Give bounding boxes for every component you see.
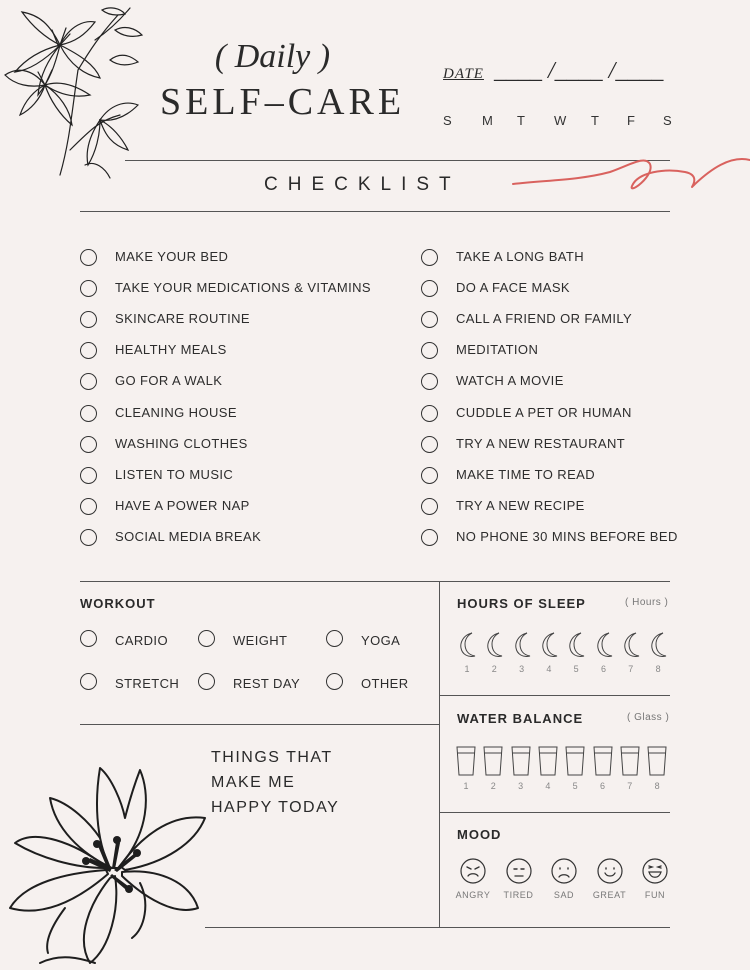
workout-checkbox-weight[interactable]: [198, 630, 215, 647]
divider: [439, 581, 440, 928]
checklist-checkbox-left-4[interactable]: [80, 342, 97, 359]
workout-checkbox-rest-day[interactable]: [198, 673, 215, 690]
checklist-checkbox-right-10[interactable]: [421, 529, 438, 546]
day-friday[interactable]: F: [627, 113, 635, 128]
checklist-label-right-3: CALL A FRIEND OR FAMILY: [456, 311, 633, 327]
sleep-unit: ( Hours ): [625, 597, 669, 608]
sleep-hour-number: 4: [546, 664, 552, 674]
moon-icon[interactable]: [484, 631, 506, 659]
glass-icon[interactable]: [620, 746, 640, 776]
workout-label-other: OTHER: [361, 676, 409, 691]
lily-flowers-illustration: [0, 0, 150, 185]
checklist-label-left-7: WASHING CLOTHES: [115, 435, 248, 451]
water-glass-number: 7: [627, 781, 633, 791]
divider: [440, 695, 670, 696]
happy-line-3: HAPPY TODAY: [211, 799, 340, 816]
checklist-label-left-4: HEALTHY MEALS: [115, 342, 227, 358]
moon-icon[interactable]: [648, 631, 670, 659]
water-title: WATER BALANCE: [457, 711, 584, 726]
divider: [440, 812, 670, 813]
checklist-checkbox-left-1[interactable]: [80, 249, 97, 266]
divider: [80, 724, 439, 725]
sleep-title: HOURS OF SLEEP: [457, 596, 586, 611]
divider: [80, 211, 670, 212]
checklist-label-right-10: NO PHONE 30 MINS BEFORE BED: [456, 528, 678, 544]
workout-checkbox-other[interactable]: [326, 673, 343, 690]
workout-checkbox-yoga[interactable]: [326, 630, 343, 647]
checklist-checkbox-left-3[interactable]: [80, 311, 97, 328]
mood-label: FUN: [644, 890, 666, 900]
water-glass-number: 5: [572, 781, 578, 791]
checklist-title: CHECKLIST: [264, 174, 461, 195]
sleep-hour-number: 3: [519, 664, 525, 674]
workout-label-weight: WEIGHT: [233, 633, 288, 648]
mood-label: TIRED: [503, 890, 534, 900]
date-label: DATE: [443, 66, 484, 82]
checklist-label-left-1: MAKE YOUR BED: [115, 249, 229, 264]
red-squiggle-decoration: [510, 150, 750, 200]
checklist-checkbox-right-8[interactable]: [421, 467, 438, 484]
date-field[interactable]: ____ /____ /____: [494, 58, 664, 84]
water-glass-number: 3: [518, 781, 524, 791]
checklist-checkbox-right-3[interactable]: [421, 311, 438, 328]
workout-label-rest-day: REST DAY: [233, 676, 301, 691]
glass-icon[interactable]: [565, 746, 585, 776]
checklist-label-right-4: MEDITATION: [456, 342, 539, 358]
checklist-checkbox-left-8[interactable]: [80, 467, 97, 484]
sleep-hour-number: 8: [655, 664, 661, 674]
workout-checkbox-stretch[interactable]: [80, 673, 97, 690]
sleep-hour-number: 5: [573, 664, 579, 674]
checklist-label-right-5: WATCH A MOVIE: [456, 373, 564, 389]
glass-icon[interactable]: [483, 746, 503, 776]
divider: [205, 927, 670, 928]
moon-icon[interactable]: [457, 631, 479, 659]
glass-icon[interactable]: [647, 746, 667, 776]
mood-label: SAD: [553, 890, 575, 900]
workout-label-stretch: STRETCH: [115, 676, 180, 691]
checklist-label-right-9: TRY A NEW RECIPE: [456, 497, 585, 513]
moon-icon[interactable]: [621, 631, 643, 659]
checklist-checkbox-left-10[interactable]: [80, 529, 97, 546]
glass-icon[interactable]: [538, 746, 558, 776]
sleep-hour-number: 1: [464, 664, 470, 674]
page-title: SELF–CARE: [160, 81, 406, 123]
day-tuesday[interactable]: T: [517, 113, 525, 128]
sleep-hour-number: 2: [491, 664, 497, 674]
checklist-label-right-2: DO A FACE MASK: [456, 280, 570, 296]
day-sunday[interactable]: S: [443, 113, 452, 128]
checklist-checkbox-left-9[interactable]: [80, 498, 97, 515]
checklist-label-right-8: MAKE TIME TO READ: [456, 466, 595, 482]
checklist-checkbox-left-7[interactable]: [80, 436, 97, 453]
mood-label: GREAT: [592, 890, 627, 900]
day-monday[interactable]: M: [482, 113, 493, 128]
sleep-hour-number: 7: [628, 664, 634, 674]
water-glass-number: 6: [599, 781, 605, 791]
checklist-label-left-3: SKINCARE ROUTINE: [115, 311, 250, 327]
happy-prompt: [211, 745, 339, 820]
mood-label: ANGRY: [455, 890, 491, 900]
mood-title: MOOD: [457, 827, 502, 842]
moon-icon[interactable]: [566, 631, 588, 659]
sleep-hour-number: 6: [600, 664, 606, 674]
water-glass-number: 2: [490, 781, 496, 791]
happy-line-1: THINGS THAT: [211, 749, 333, 766]
water-glass-number: 1: [463, 781, 469, 791]
workout-title: WORKOUT: [80, 596, 156, 611]
checklist-checkbox-left-6[interactable]: [80, 405, 97, 422]
moon-icon[interactable]: [539, 631, 561, 659]
checklist-checkbox-right-2[interactable]: [421, 280, 438, 297]
moon-icon[interactable]: [512, 631, 534, 659]
checklist-checkbox-right-9[interactable]: [421, 498, 438, 515]
water-glass-number: 8: [654, 781, 660, 791]
checklist-label-right-6: CUDDLE A PET OR HUMAN: [456, 404, 632, 420]
daily-subtitle: ( Daily ): [214, 38, 331, 75]
workout-checkbox-cardio[interactable]: [80, 630, 97, 647]
checklist-checkbox-left-5[interactable]: [80, 373, 97, 390]
checklist-label-left-10: SOCIAL MEDIA BREAK: [115, 528, 262, 544]
workout-label-cardio: CARDIO: [115, 633, 168, 648]
large-flower-illustration: [0, 758, 215, 970]
glass-icon[interactable]: [456, 746, 476, 776]
glass-icon[interactable]: [593, 746, 613, 776]
happy-line-2: MAKE ME: [211, 774, 296, 791]
tired-face-icon[interactable]: [506, 858, 532, 884]
checklist-label-right-7: TRY A NEW RESTAURANT: [456, 435, 626, 451]
checklist-checkbox-right-1[interactable]: [421, 249, 438, 266]
checklist-checkbox-right-7[interactable]: [421, 436, 438, 453]
sad-face-icon[interactable]: [551, 858, 577, 884]
day-thursday[interactable]: T: [591, 113, 599, 128]
happy-face-icon[interactable]: [597, 858, 623, 884]
glass-icon[interactable]: [511, 746, 531, 776]
workout-label-yoga: YOGA: [361, 633, 401, 648]
checklist-label-left-8: LISTEN TO MUSIC: [115, 466, 234, 482]
checklist-label-left-2: TAKE YOUR MEDICATIONS & VITAMINS: [115, 280, 371, 296]
checklist-label-left-6: CLEANING HOUSE: [115, 404, 237, 420]
checklist-checkbox-right-4[interactable]: [421, 342, 438, 359]
water-unit: ( Glass ): [627, 712, 670, 723]
checklist-label-left-9: HAVE A POWER NAP: [115, 497, 250, 513]
checklist-checkbox-right-6[interactable]: [421, 405, 438, 422]
divider: [80, 581, 670, 582]
checklist-label-left-5: GO FOR A WALK: [115, 373, 223, 389]
laughing-face-icon[interactable]: [642, 858, 668, 884]
day-saturday[interactable]: S: [663, 113, 672, 128]
day-wednesday[interactable]: W: [554, 113, 567, 128]
angry-face-icon[interactable]: [460, 858, 486, 884]
checklist-checkbox-right-5[interactable]: [421, 373, 438, 390]
moon-icon[interactable]: [594, 631, 616, 659]
water-glass-number: 4: [545, 781, 551, 791]
checklist-checkbox-left-2[interactable]: [80, 280, 97, 297]
checklist-label-right-1: TAKE A LONG BATH: [456, 249, 585, 264]
